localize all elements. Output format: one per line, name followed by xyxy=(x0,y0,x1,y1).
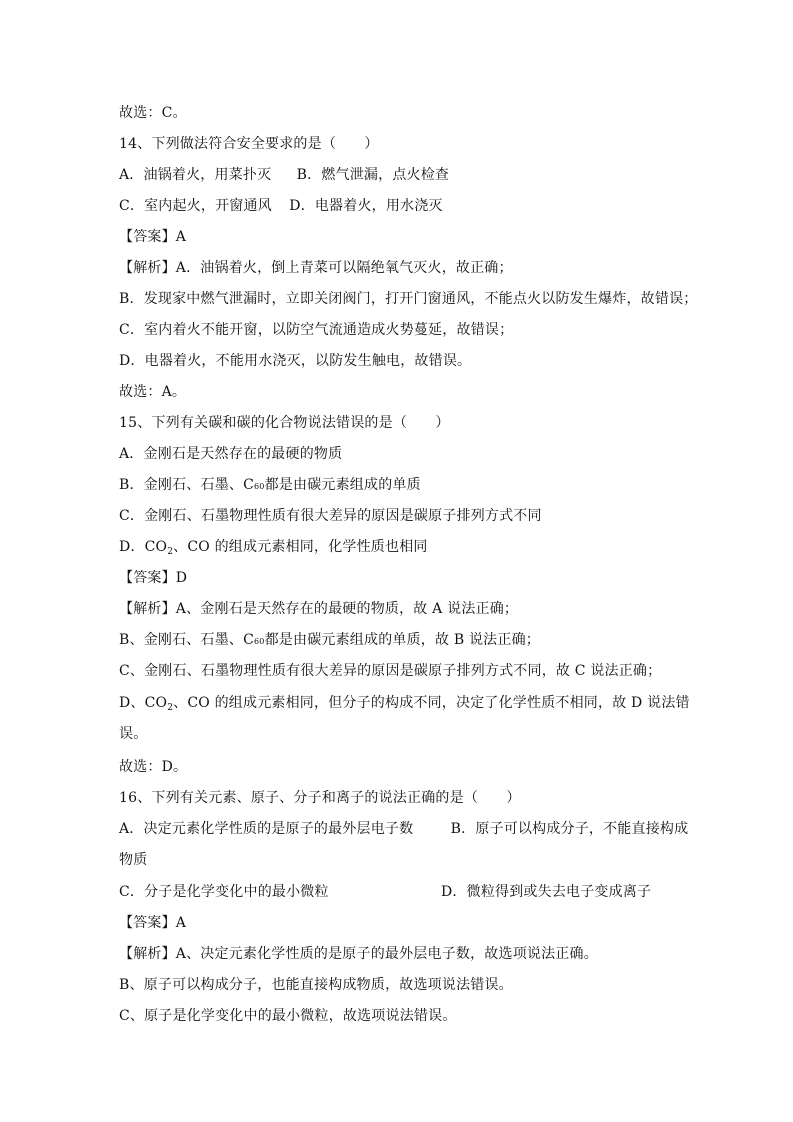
analysis-line: C、原子是化学变化中的最小微粒，故选项说法错误。 xyxy=(119,1008,457,1024)
analysis-text: 、CO 的组成元素相同，但分子的构成不同，决定了化学性质不相同，故 D 说法错 xyxy=(173,695,690,711)
analysis-line: B．发现家中燃气泄漏时，立即关闭阀门，打开门窗通风，不能点火以防发生爆炸，故错误； xyxy=(119,291,698,307)
analysis-line: 【解析】A．油锅着火，倒上青菜可以隔绝氧气灭火，故正确； xyxy=(119,260,513,276)
analysis-line: C．室内着火不能开窗，以防空气流通造成火势蔓延，故错误； xyxy=(119,322,514,338)
subscript: 2 xyxy=(167,703,174,713)
analysis-line: 【解析】A、决定元素化学性质的是原子的最外层电子数，故选项说法正确。 xyxy=(119,946,598,962)
option-b: B．燃气泄漏，点火检查 xyxy=(296,167,450,183)
question-16-options-ab xyxy=(119,819,688,839)
analysis-line xyxy=(119,693,690,718)
analysis-text: D、CO xyxy=(119,695,168,711)
analysis-line: 【解析】A、金刚石是天然存在的最硬的物质，故 A 说法正确； xyxy=(119,601,519,617)
subscript: 60 xyxy=(254,637,265,646)
option-c: C．金刚石、石墨物理性质有很大差异的原因是碳原子排列方式不同 xyxy=(119,508,542,524)
option-c: C．分子是化学变化中的最小微粒 xyxy=(119,884,329,900)
answer-label: 【答案】A xyxy=(119,915,187,931)
question-16-options-cd xyxy=(119,882,679,902)
option-text: 、CO 的组成元素相同，化学性质也相同 xyxy=(173,539,428,555)
subscript: 60 xyxy=(254,482,265,491)
option-a: A．油锅着火，用菜扑灭 xyxy=(119,167,272,183)
option-text: D．CO xyxy=(119,539,168,555)
option-text: B．金刚石、石墨、C xyxy=(119,477,254,493)
answer-choice-line: 故选：A。 xyxy=(119,384,187,400)
analysis-line: B、原子可以构成分子，也能直接构成物质，故选项说法错误。 xyxy=(119,977,513,993)
option-d xyxy=(119,537,428,562)
question-15-stem: 15、下列有关碳和碳的化合物说法错误的是（ ） xyxy=(119,415,450,431)
option-c: C．室内起火，开窗通风 xyxy=(119,198,272,214)
analysis-line: C、金刚石、石墨物理性质有很大差异的原因是碳原子排列方式不同，故 C 说法正确； xyxy=(119,663,662,679)
option-d: D．电器着火，用水浇灭 xyxy=(289,198,443,214)
question-14-options-cd xyxy=(119,196,443,216)
option-a: A．金刚石是天然存在的最硬的物质 xyxy=(119,446,343,462)
option-text: 都是由碳元素组成的单质 xyxy=(264,477,421,493)
question-14-options-ab xyxy=(119,165,449,185)
answer-label: 【答案】D xyxy=(119,570,188,586)
question-16-stem: 16、下列有关元素、原子、分子和离子的说法正确的是（ ） xyxy=(119,790,521,806)
subscript: 2 xyxy=(167,547,174,557)
answer-label: 【答案】A xyxy=(119,229,187,245)
analysis-line: D．电器着火，不能用水浇灭，以防发生触电，故错误。 xyxy=(119,353,472,369)
option-b xyxy=(119,475,421,497)
analysis-line: 误。 xyxy=(119,726,148,742)
option-d: D．微粒得到或失去电子变成离子 xyxy=(441,884,652,900)
option-a: A．决定元素化学性质的是原子的最外层电子数 xyxy=(119,821,414,837)
answer-choice-line: 故选：D。 xyxy=(119,759,188,775)
option-b: B．原子可以构成分子，不能直接构成 xyxy=(450,821,689,837)
question-14-stem: 14、下列做法符合安全要求的是（ ） xyxy=(119,136,379,152)
answer-choice-line: 故选：C。 xyxy=(119,105,187,121)
option-b-continued: 物质 xyxy=(119,852,148,868)
analysis-text: B、金刚石、石墨、C xyxy=(119,632,254,648)
analysis-line xyxy=(119,630,540,652)
analysis-text: 都是由碳元素组成的单质，故 B 说法正确； xyxy=(264,632,540,648)
